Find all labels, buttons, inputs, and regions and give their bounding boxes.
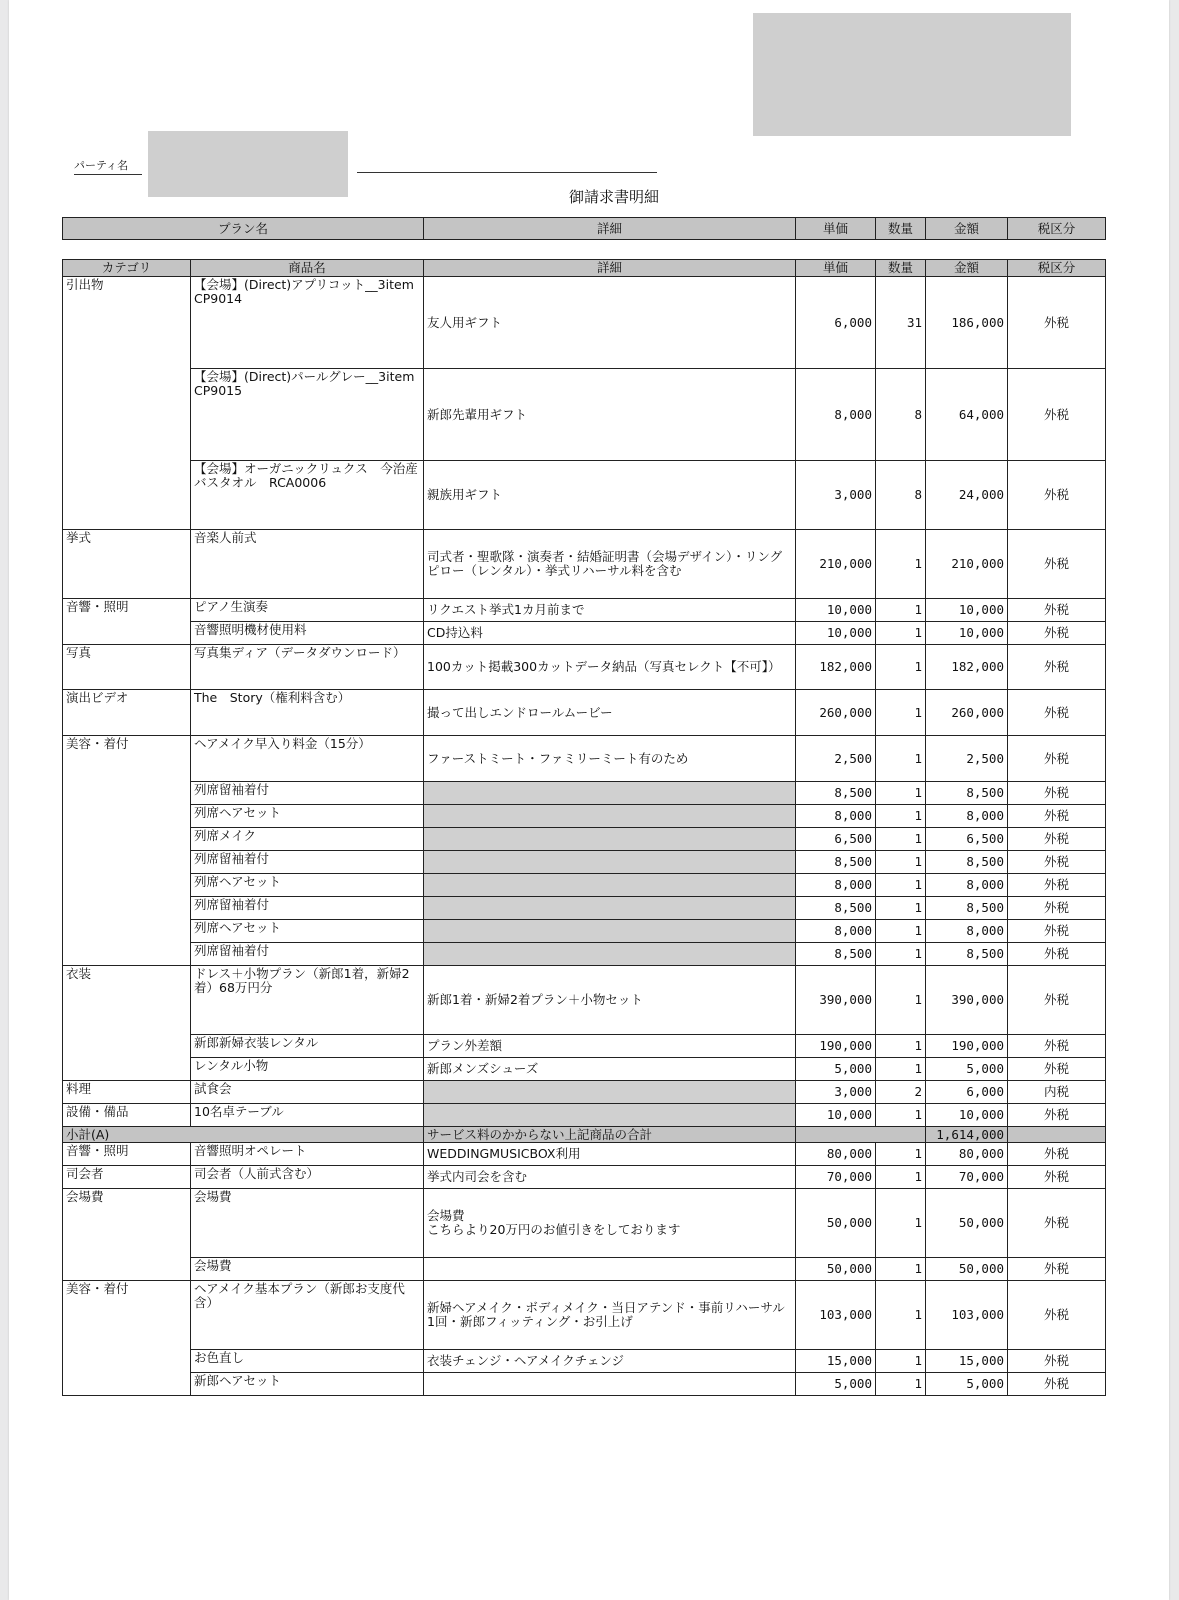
amount-cell: 8,500 [926,851,1008,874]
tax-cell: 外税 [1008,530,1106,599]
category-cell: 衣装 [63,966,191,1035]
items-body-a [63,277,1106,1127]
detail-cell: 司式者・聖歌隊・演奏者・結婚証明書（会場デザイン）・リングピロー（レンタル）・挙式リハーサル料を含む [424,530,796,599]
product-cell: ドレス＋小物プラン（新郎1着，新婦2着）68万円分 [191,966,424,1035]
unit-price-cell: 6,500 [796,828,876,851]
unit-price-cell: 70,000 [796,1166,876,1189]
table-row [63,805,1106,828]
detail-cell [424,782,796,805]
subtotal-row [63,1127,1106,1143]
category-cell [63,1373,191,1396]
product-cell: 音楽人前式 [191,530,424,599]
product-cell: 列席ヘアセット [191,805,424,828]
unit-price-cell: 8,000 [796,874,876,897]
category-cell [63,461,191,530]
quantity-cell: 1 [876,1350,926,1373]
category-cell [63,782,191,805]
quantity-cell: 1 [876,1035,926,1058]
amount-cell: 8,500 [926,897,1008,920]
detail-cell [424,920,796,943]
detail-cell: 新郎メンズシューズ [424,1058,796,1081]
detail-cell [424,1258,796,1281]
category-cell: 美容・着付 [63,1281,191,1350]
quantity-cell: 1 [876,690,926,736]
plan-header-quantity: 数量 [876,218,926,240]
table-row [63,943,1106,966]
detail-cell [424,828,796,851]
amount-cell: 6,500 [926,828,1008,851]
tax-cell: 外税 [1008,1058,1106,1081]
unit-price-cell: 3,000 [796,1081,876,1104]
amount-cell: 2,500 [926,736,1008,782]
table-row [63,1166,1106,1189]
quantity-cell: 1 [876,943,926,966]
amount-cell: 24,000 [926,461,1008,530]
tax-cell: 外税 [1008,805,1106,828]
unit-price-cell: 8,500 [796,897,876,920]
category-cell: 設備・備品 [63,1104,191,1127]
tax-cell: 外税 [1008,1189,1106,1258]
header-category: カテゴリ [63,260,191,277]
product-cell: 写真集ディア（データダウンロード） [191,645,424,690]
unit-price-cell: 8,500 [796,851,876,874]
table-row [63,1104,1106,1127]
amount-cell: 10,000 [926,622,1008,645]
product-cell: 新郎ヘアセット [191,1373,424,1396]
detail-cell: 新郎先輩用ギフト [424,369,796,461]
product-cell: 列席ヘアセット [191,874,424,897]
unit-price-cell: 10,000 [796,599,876,622]
quantity-cell: 1 [876,1258,926,1281]
items-header-row [63,260,1106,277]
quantity-cell: 1 [876,805,926,828]
product-cell: レンタル小物 [191,1058,424,1081]
detail-cell: 友人用ギフト [424,277,796,369]
tax-cell: 外税 [1008,1166,1106,1189]
amount-cell: 190,000 [926,1035,1008,1058]
header-detail: 詳細 [424,260,796,277]
unit-price-cell: 6,000 [796,277,876,369]
plan-header-plan-name: プラン名 [63,218,424,240]
table-row [63,851,1106,874]
detail-cell: 新婦ヘアメイク・ボディメイク・当日アテンド・事前リハーサル1回・新郎フィッティング・お引上げ [424,1281,796,1350]
detail-cell: 撮って出しエンドロールムービー [424,690,796,736]
amount-cell: 186,000 [926,277,1008,369]
quantity-cell: 1 [876,1058,926,1081]
product-cell: ピアノ生演奏 [191,599,424,622]
unit-price-cell: 10,000 [796,1104,876,1127]
tax-cell: 外税 [1008,897,1106,920]
category-cell [63,828,191,851]
unit-price-cell: 50,000 [796,1258,876,1281]
tax-cell: 外税 [1008,369,1106,461]
amount-cell: 182,000 [926,645,1008,690]
detail-cell: WEDDINGMUSICBOX利用 [424,1143,796,1166]
subtotal-detail: サービス料のかからない上記商品の合計 [424,1127,796,1143]
quantity-cell: 1 [876,1189,926,1258]
quantity-cell: 1 [876,897,926,920]
amount-cell: 260,000 [926,690,1008,736]
plan-header-detail: 詳細 [424,218,796,240]
table-row [63,736,1106,782]
category-cell [63,874,191,897]
product-cell: The Story（権利料含む） [191,690,424,736]
plan-table [62,217,1106,240]
quantity-cell: 1 [876,851,926,874]
product-cell: 会場費 [191,1258,424,1281]
amount-cell: 64,000 [926,369,1008,461]
product-cell: 列席留袖着付 [191,897,424,920]
product-cell: 試食会 [191,1081,424,1104]
table-row [63,645,1106,690]
quantity-cell: 1 [876,828,926,851]
items-body-b [63,1143,1106,1396]
unit-price-cell: 8,000 [796,805,876,828]
amount-cell: 10,000 [926,1104,1008,1127]
quantity-cell: 1 [876,599,926,622]
product-cell: 【会場】(Direct)アプリコット__3item CP9014 [191,277,424,369]
detail-cell [424,1104,796,1127]
category-cell [63,805,191,828]
category-cell [63,943,191,966]
category-cell: 音響・照明 [63,1143,191,1166]
amount-cell: 390,000 [926,966,1008,1035]
unit-price-cell: 5,000 [796,1058,876,1081]
category-cell [63,369,191,461]
quantity-cell: 1 [876,920,926,943]
detail-cell [424,897,796,920]
detail-cell: プラン外差額 [424,1035,796,1058]
detail-cell [424,805,796,828]
quantity-cell: 1 [876,1373,926,1396]
product-cell: 10名卓テーブル [191,1104,424,1127]
tax-cell: 外税 [1008,828,1106,851]
tax-cell: 外税 [1008,1035,1106,1058]
amount-cell: 5,000 [926,1058,1008,1081]
header-tax: 税区分 [1008,260,1106,277]
table-row [63,369,1106,461]
amount-cell: 80,000 [926,1143,1008,1166]
quantity-cell: 1 [876,1166,926,1189]
table-row [63,530,1106,599]
category-cell [63,1035,191,1058]
tax-cell: 外税 [1008,277,1106,369]
table-row [63,782,1106,805]
tax-cell: 外税 [1008,690,1106,736]
table-row [63,920,1106,943]
plan-header-tax: 税区分 [1008,218,1106,240]
product-cell: 【会場】オーガニックリュクス 今治産バスタオル RCA0006 [191,461,424,530]
amount-cell: 15,000 [926,1350,1008,1373]
product-cell: 音響照明オペレート [191,1143,424,1166]
unit-price-cell: 8,000 [796,920,876,943]
detail-cell: リクエスト挙式1カ月前まで [424,599,796,622]
amount-cell: 50,000 [926,1258,1008,1281]
unit-price-cell: 8,500 [796,943,876,966]
header-amount: 金額 [926,260,1008,277]
category-cell: 挙式 [63,530,191,599]
amount-cell: 8,000 [926,805,1008,828]
table-row [63,897,1106,920]
document-title: 御請求書明細 [568,188,659,206]
product-cell: 列席メイク [191,828,424,851]
tax-cell: 外税 [1008,874,1106,897]
tax-cell: 内税 [1008,1081,1106,1104]
product-cell: 新郎新婦衣装レンタル [191,1035,424,1058]
unit-price-cell: 15,000 [796,1350,876,1373]
redacted-header-block [753,13,1071,136]
amount-cell: 50,000 [926,1189,1008,1258]
product-cell: 列席留袖着付 [191,943,424,966]
amount-cell: 8,500 [926,943,1008,966]
table-row [63,1281,1106,1350]
quantity-cell: 1 [876,645,926,690]
unit-price-cell: 10,000 [796,622,876,645]
amount-cell: 70,000 [926,1166,1008,1189]
category-cell: 会場費 [63,1189,191,1258]
table-row [63,1143,1106,1166]
unit-price-cell: 2,500 [796,736,876,782]
tax-cell: 外税 [1008,1373,1106,1396]
product-cell: 列席留袖着付 [191,782,424,805]
unit-price-cell: 260,000 [796,690,876,736]
detail-cell: CD持込料 [424,622,796,645]
detail-cell: 挙式内司会を含む [424,1166,796,1189]
tax-cell: 外税 [1008,920,1106,943]
quantity-cell: 1 [876,530,926,599]
category-cell [63,920,191,943]
unit-price-cell: 5,000 [796,1373,876,1396]
subtotal-label: 小計(A) [63,1127,424,1143]
category-cell: 引出物 [63,277,191,369]
unit-price-cell: 390,000 [796,966,876,1035]
category-cell: 美容・着付 [63,736,191,782]
unit-price-cell: 50,000 [796,1189,876,1258]
party-name-underline [357,172,657,173]
unit-price-cell: 182,000 [796,645,876,690]
quantity-cell: 1 [876,782,926,805]
table-row [63,1189,1106,1258]
tax-cell: 外税 [1008,599,1106,622]
detail-cell [424,1373,796,1396]
amount-cell: 8,000 [926,920,1008,943]
table-row [63,828,1106,851]
header-product: 商品名 [191,260,424,277]
items-table [62,259,1106,1396]
party-name-label: パーティ名 [74,157,142,175]
subtotal-amount: 1,614,000 [926,1127,1008,1143]
category-cell [63,1350,191,1373]
table-row [63,622,1106,645]
tax-cell: 外税 [1008,1143,1106,1166]
quantity-cell: 1 [876,1143,926,1166]
amount-cell: 6,000 [926,1081,1008,1104]
detail-cell [424,943,796,966]
category-cell: 音響・照明 [63,599,191,622]
detail-cell: ファーストミート・ファミリーミート有のため [424,736,796,782]
detail-cell: 親族用ギフト [424,461,796,530]
header-unit-price: 単価 [796,260,876,277]
unit-price-cell: 190,000 [796,1035,876,1058]
product-cell: お色直し [191,1350,424,1373]
quantity-cell: 8 [876,461,926,530]
table-row [63,1035,1106,1058]
tax-cell: 外税 [1008,943,1106,966]
product-cell: 音響照明機材使用料 [191,622,424,645]
table-row [63,690,1106,736]
quantity-cell: 1 [876,966,926,1035]
product-cell: 司会者（人前式含む） [191,1166,424,1189]
unit-price-cell: 210,000 [796,530,876,599]
category-cell [63,1058,191,1081]
product-cell: ヘアメイク基本プラン（新郎お支度代含） [191,1281,424,1350]
product-cell: 会場費 [191,1189,424,1258]
table-row [63,966,1106,1035]
header-quantity: 数量 [876,260,926,277]
tax-cell: 外税 [1008,851,1106,874]
unit-price-cell: 80,000 [796,1143,876,1166]
plan-header-unit-price: 単価 [796,218,876,240]
detail-cell: 新郎1着・新婦2着プラン＋小物セット [424,966,796,1035]
category-cell: 司会者 [63,1166,191,1189]
amount-cell: 210,000 [926,530,1008,599]
tax-cell: 外税 [1008,1350,1106,1373]
quantity-cell: 1 [876,622,926,645]
quantity-cell: 1 [876,874,926,897]
quantity-cell: 1 [876,1281,926,1350]
quantity-cell: 31 [876,277,926,369]
amount-cell: 103,000 [926,1281,1008,1350]
amount-cell: 8,000 [926,874,1008,897]
detail-cell: 会場費 こちらより20万円のお値引きをしております [424,1189,796,1258]
table-row [63,1058,1106,1081]
quantity-cell: 1 [876,736,926,782]
table-row [63,277,1106,369]
tax-cell: 外税 [1008,1258,1106,1281]
product-cell: 列席留袖着付 [191,851,424,874]
detail-cell: 100カット掲載300カットデータ納品（写真セレクト【不可】） [424,645,796,690]
tax-cell: 外税 [1008,461,1106,530]
amount-cell: 10,000 [926,599,1008,622]
tax-cell: 外税 [1008,782,1106,805]
category-cell [63,897,191,920]
category-cell [63,851,191,874]
amount-cell: 5,000 [926,1373,1008,1396]
table-row [63,599,1106,622]
tax-cell: 外税 [1008,622,1106,645]
tax-cell: 外税 [1008,645,1106,690]
tax-cell: 外税 [1008,966,1106,1035]
plan-header-amount: 金額 [926,218,1008,240]
detail-cell [424,874,796,897]
unit-price-cell: 3,000 [796,461,876,530]
redacted-party-name [148,131,348,197]
quantity-cell: 8 [876,369,926,461]
category-cell [63,1258,191,1281]
unit-price-cell: 103,000 [796,1281,876,1350]
amount-cell: 8,500 [926,782,1008,805]
table-row [63,461,1106,530]
table-row [63,1350,1106,1373]
product-cell: 【会場】(Direct)パールグレー__3item CP9015 [191,369,424,461]
category-cell: 写真 [63,645,191,690]
product-cell: ヘアメイク早入り料金（15分） [191,736,424,782]
unit-price-cell: 8,000 [796,369,876,461]
quantity-cell: 2 [876,1081,926,1104]
tax-cell: 外税 [1008,1104,1106,1127]
table-row [63,1258,1106,1281]
table-row [63,1081,1106,1104]
detail-cell: 衣装チェンジ・ヘアメイクチェンジ [424,1350,796,1373]
detail-cell [424,1081,796,1104]
category-cell: 料理 [63,1081,191,1104]
tax-cell: 外税 [1008,1281,1106,1350]
quantity-cell: 1 [876,1104,926,1127]
tax-cell: 外税 [1008,736,1106,782]
category-cell: 演出ビデオ [63,690,191,736]
detail-cell [424,851,796,874]
product-cell: 列席ヘアセット [191,920,424,943]
table-row [63,1373,1106,1396]
category-cell [63,622,191,645]
unit-price-cell: 8,500 [796,782,876,805]
table-row [63,874,1106,897]
